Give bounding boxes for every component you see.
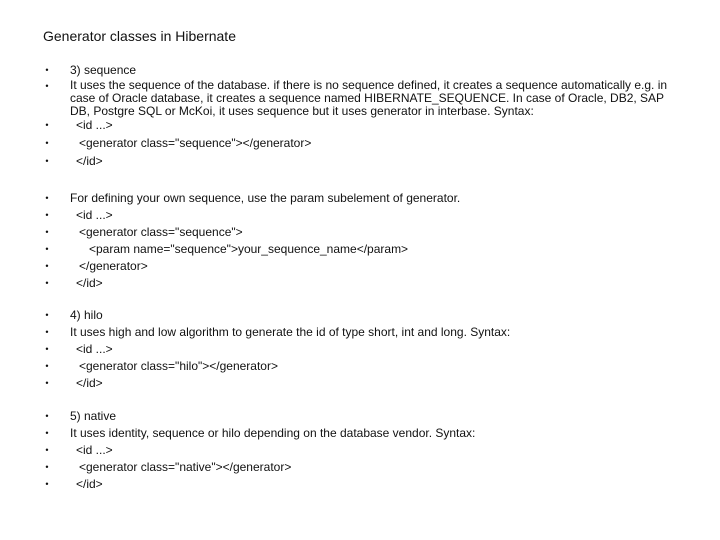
custom-sequence-section [43, 191, 683, 290]
bullet-icon: • [45, 244, 49, 254]
list-item [43, 443, 683, 457]
bullet-icon: • [45, 378, 49, 388]
bullet-icon: • [45, 310, 49, 320]
list-item [43, 225, 683, 239]
list-item-text: </id> [76, 477, 103, 491]
bullet-icon: • [45, 261, 49, 271]
list-item [43, 325, 683, 339]
list-item [43, 136, 683, 150]
bullet-icon: • [45, 193, 49, 203]
list-item [43, 242, 683, 256]
list-item [43, 276, 683, 290]
list-item [43, 359, 683, 373]
bullet-icon: • [45, 327, 49, 337]
list-item-text: </id> [76, 154, 103, 168]
list-item-text: 3) sequence [70, 63, 137, 77]
bullet-icon: • [45, 227, 49, 237]
bullet-icon: • [45, 278, 49, 288]
list-item-text: It uses identity, sequence or hilo depending on the database vendor. Syntax: [70, 426, 476, 440]
list-item [43, 426, 683, 440]
bullet-icon: • [45, 138, 49, 148]
list-item [43, 259, 683, 273]
list-item [43, 78, 683, 118]
bullet-icon: • [45, 120, 49, 130]
list-item [43, 118, 683, 132]
list-item [43, 154, 683, 168]
list-item-text: 4) hilo [70, 308, 103, 322]
list-item-text: </generator> [79, 259, 148, 273]
page-title: Generator classes in Hibernate [43, 28, 236, 44]
list-item-text: <id ...> [76, 443, 113, 457]
list-item [43, 191, 683, 205]
list-item-text: It uses the sequence of the database. if there is no sequence defined, it creates a sequence automatically e.g. in case of Oracle database, it creates a sequence named HIBERNATE_SEQUENCE. In case of Oracle, DB2, SAP DB, Postgre SQL or McKoi, it uses sequence but it uses generator in interbase. Syntax: [70, 78, 668, 118]
list-item-text: <id ...> [76, 342, 113, 356]
list-item-text: <id ...> [76, 118, 113, 132]
bullet-icon: • [45, 156, 49, 166]
list-item-text: <param name="sequence">your_sequence_name</param> [89, 242, 409, 256]
list-item [43, 477, 683, 491]
list-item-text: 5) native [70, 409, 117, 423]
list-item-text: </id> [76, 276, 103, 290]
list-item-text: For defining your own sequence, use the param subelement of generator. [70, 191, 461, 205]
list-item-text: </id> [76, 376, 103, 390]
bullet-icon: • [45, 479, 49, 489]
list-item [43, 376, 683, 390]
bullet-icon: • [45, 428, 49, 438]
list-item [43, 208, 683, 222]
hilo-section [43, 308, 683, 390]
bullet-icon: • [45, 344, 49, 354]
bullet-icon: • [45, 81, 49, 91]
list-item [43, 308, 683, 322]
bullet-icon: • [45, 445, 49, 455]
bullet-icon: • [45, 361, 49, 371]
bullet-icon: • [45, 462, 49, 472]
list-item-text: <generator class="native"></generator> [79, 460, 292, 474]
bullet-icon: • [45, 65, 49, 75]
list-item [43, 342, 683, 356]
list-item-text: <id ...> [76, 208, 113, 222]
list-item-text: <generator class="hilo"></generator> [79, 359, 278, 373]
bullet-icon: • [45, 210, 49, 220]
bullet-icon: • [45, 411, 49, 421]
list-item-text: <generator class="sequence"></generator> [79, 136, 312, 150]
list-item [43, 63, 683, 77]
native-section [43, 409, 683, 491]
list-item-text: <generator class="sequence"> [79, 225, 243, 239]
sequence-section [43, 63, 683, 168]
list-item-text: It uses high and low algorithm to generate the id of type short, int and long. Syntax: [70, 325, 511, 339]
list-item [43, 409, 683, 423]
list-item [43, 460, 683, 474]
